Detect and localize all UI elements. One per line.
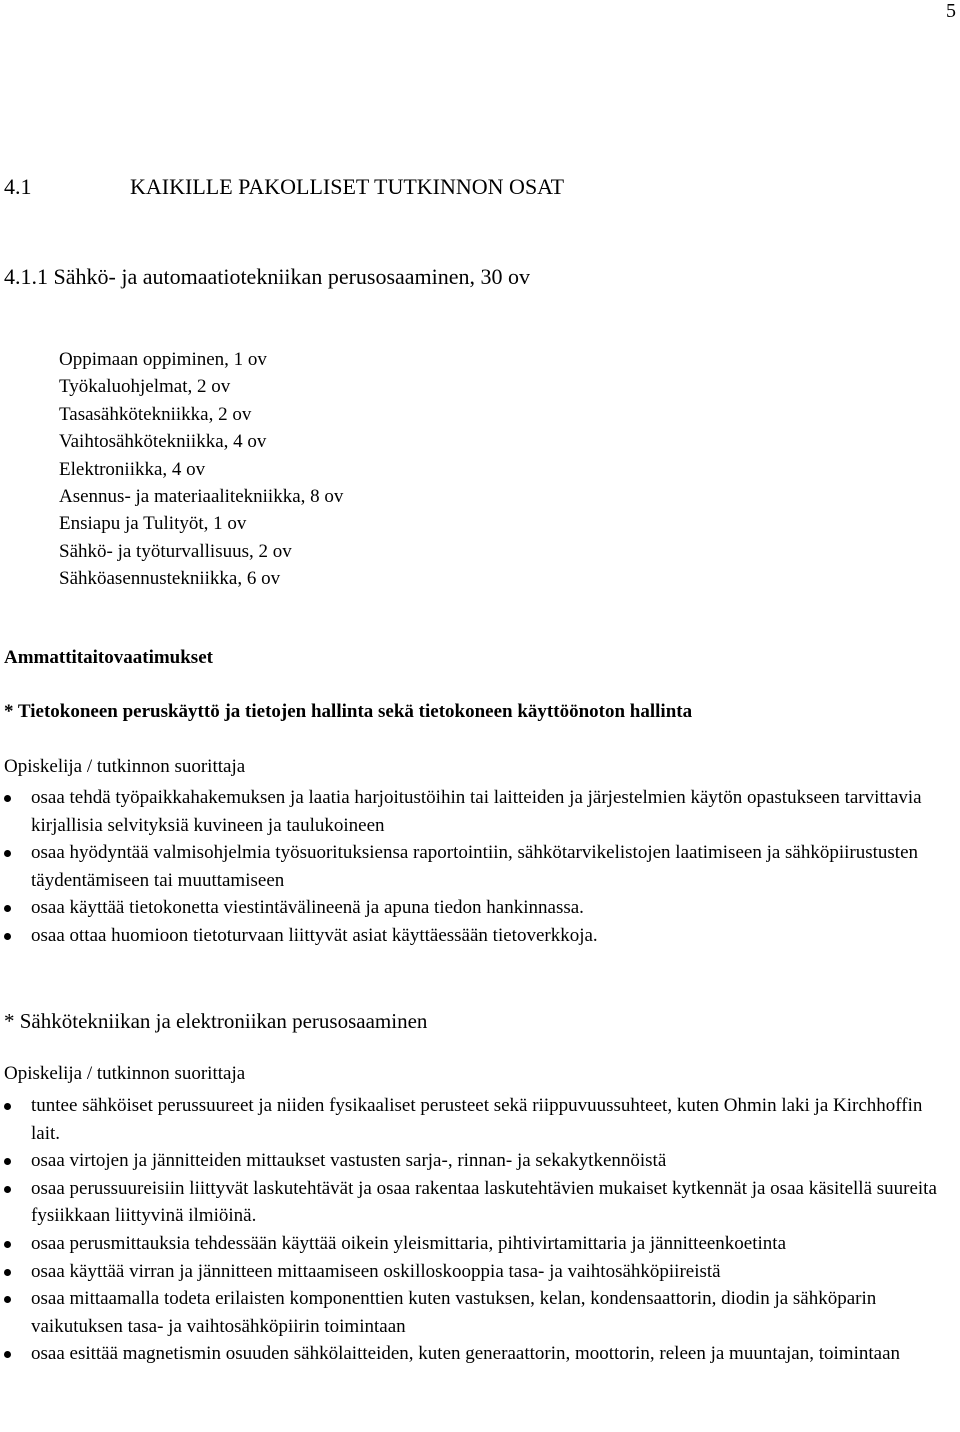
list-item xyxy=(0,1285,950,1340)
list-item-text: tuntee sähköiset perussuureet ja niiden fysikaaliset perusteet sekä riippuvuussuhteet, kuten Ohmin laki ja Kirchhoffin lait. xyxy=(31,1095,923,1144)
list-item xyxy=(0,1340,950,1368)
list-item-text: osaa ottaa huomioon tietoturvaan liittyvät asiat käyttäessään tietoverkkoja. xyxy=(31,924,598,946)
chapter-number: 4.1 xyxy=(4,174,32,199)
list-item xyxy=(0,1230,950,1258)
bullet-icon xyxy=(4,850,11,857)
chapter-title: KAIKILLE PAKOLLISET TUTKINNON OSAT xyxy=(130,174,565,199)
bullet-icon xyxy=(4,1269,11,1276)
list-item xyxy=(0,1147,950,1175)
list-item xyxy=(0,1092,950,1147)
module-item: Sähkö- ja työturvallisuus, 2 ov xyxy=(59,540,292,562)
module-item: Tasasähkötekniikka, 2 ov xyxy=(59,403,252,425)
module-item: Oppimaan oppiminen, 1 ov xyxy=(59,349,267,370)
list-item-text: osaa virtojen ja jännitteiden mittaukset vastusten sarja-, rinnan- ja sekakytkennöistä xyxy=(31,1150,667,1172)
page-number: 5 xyxy=(946,0,956,22)
requirement-2-title: * Sähkötekniikan ja elektroniikan perusosaaminen xyxy=(4,1009,428,1033)
list-item-text: osaa käyttää tietokonetta viestintävälineenä ja apuna tiedon hankinnassa. xyxy=(31,897,584,919)
list-item xyxy=(0,1175,950,1230)
list-item xyxy=(0,922,950,950)
bullet-icon xyxy=(4,1241,11,1248)
requirement-1-title: * Tietokoneen peruskäyttö ja tietojen hallinta sekä tietokoneen käyttöönoton hallinta xyxy=(4,701,693,722)
bullet-icon xyxy=(4,905,11,912)
bullet-icon xyxy=(4,1103,11,1110)
bullet-icon xyxy=(4,1296,11,1303)
list-item-text: osaa hyödyntää valmisohjelmia työsuorituksiensa raportointiin, sähkötarvikelistojen laatimiseen ja sähköpiirustusten täydentämiseen tai muuttamiseen xyxy=(31,842,919,891)
module-item: Vaihtosähkötekniikka, 4 ov xyxy=(59,431,267,453)
section-heading: 4.1.1 Sähkö- ja automaatiotekniikan perusosaaminen, 30 ov xyxy=(4,264,531,289)
chapter-heading xyxy=(4,174,564,200)
requirement-2-student-label: Opiskelija / tutkinnon suorittaja xyxy=(4,1063,246,1084)
list-item-text: osaa esittää magnetismin osuuden sähkölaitteiden, kuten generaattorin, moottorin, releen ja muuntajan, toimintaan xyxy=(31,1343,900,1365)
requirements-heading: Ammattitaitovaatimukset xyxy=(4,647,213,668)
module-item: Ensiapu ja Tulityöt, 1 ov xyxy=(59,513,247,535)
module-item: Sähköasennustekniikka, 6 ov xyxy=(59,568,281,590)
requirement-1-student-label: Opiskelija / tutkinnon suorittaja xyxy=(4,756,246,777)
list-item-text: osaa perusmittauksia tehdessään käyttää oikein yleismittaria, pihtivirtamittaria ja jännitteenkoetinta xyxy=(31,1232,787,1254)
list-item-text: osaa käyttää virran ja jännitteen mittaamiseen oskilloskooppia tasa- ja vaihtosähköpiireistä xyxy=(31,1260,721,1282)
requirement-2-bullets xyxy=(0,1092,950,1368)
requirement-1-bullets xyxy=(0,784,950,950)
list-item xyxy=(0,1258,950,1286)
bullet-icon xyxy=(4,1186,11,1193)
list-item-text: osaa mittaamalla todeta erilaisten komponenttien kuten vastuksen, kelan, kondensaattorin, diodin ja sähköparin vaikutuksen tasa- ja vaihtosähköpiirin toimintaan xyxy=(31,1288,877,1337)
list-item xyxy=(0,784,950,839)
module-item: Elektroniikka, 4 ov xyxy=(59,458,206,480)
list-item-text: osaa tehdä työpaikkahakemuksen ja laatia harjoitustöihin tai laitteiden ja järjestelmien käytön opastukseen tarvittavia kirjallisia selvityksiä kuvineen ja taulukoineen xyxy=(31,787,922,836)
bullet-icon xyxy=(4,795,11,802)
bullet-icon xyxy=(4,933,11,940)
bullet-icon xyxy=(4,1158,11,1165)
module-list xyxy=(59,346,343,593)
module-item: Asennus- ja materiaalitekniikka, 8 ov xyxy=(59,486,344,508)
bullet-icon xyxy=(4,1351,11,1358)
list-item xyxy=(0,839,950,894)
list-item-text: osaa perussuureisiin liittyvät laskutehtävät ja osaa rakentaa laskutehtävien mukaiset kytkennät ja osaa käsitellä suureita fysiikkaan liittyvinä ilmiöinä. xyxy=(31,1177,937,1227)
list-item xyxy=(0,894,950,922)
module-item: Työkaluohjelmat, 2 ov xyxy=(59,376,231,398)
